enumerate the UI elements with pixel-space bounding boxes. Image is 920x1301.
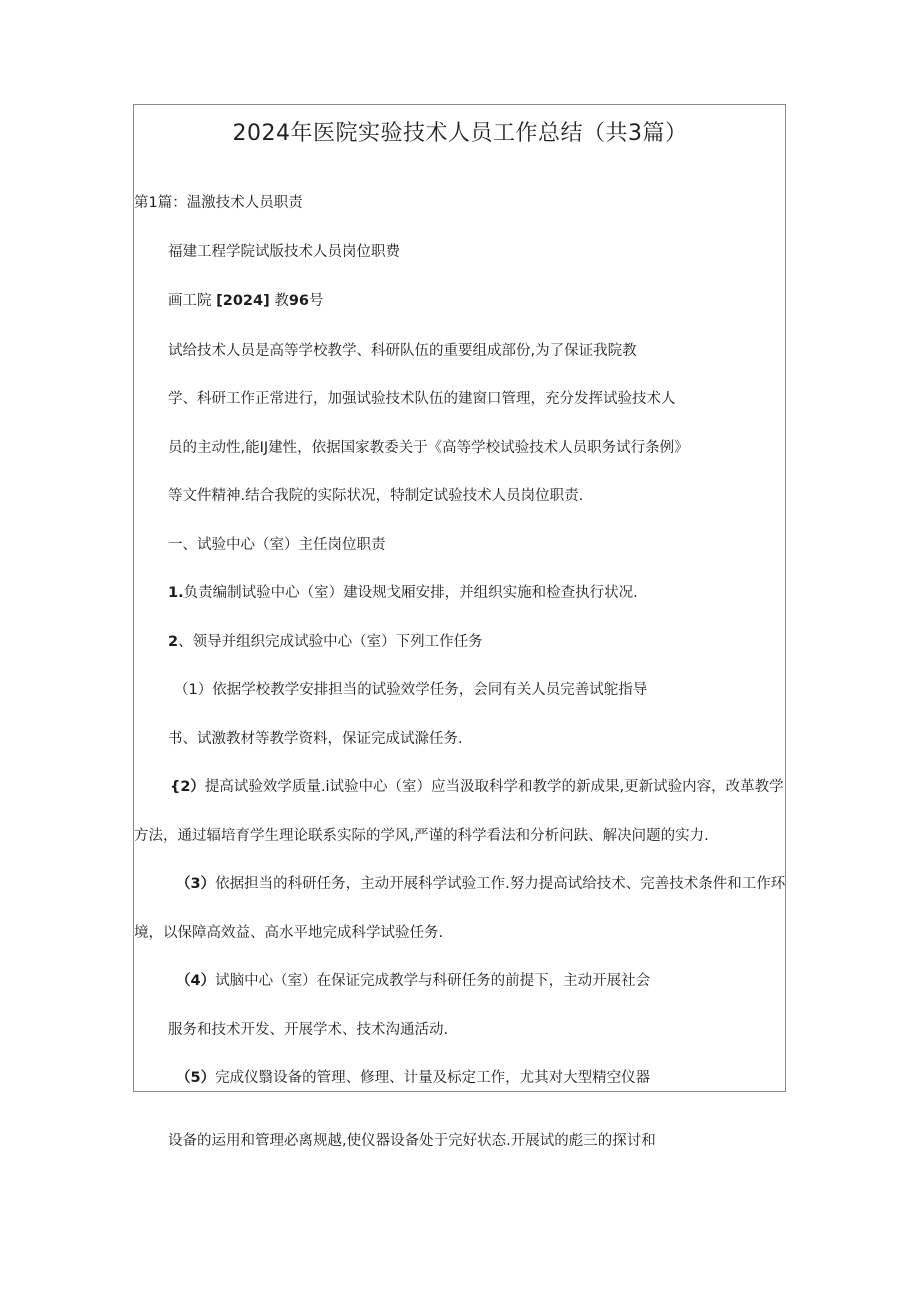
sub-item bbox=[174, 680, 647, 700]
sub-item-continuation: 境，以保障高效益、高水平地完成科学试验任务. bbox=[134, 925, 444, 941]
list-item-number: 1. bbox=[168, 585, 184, 601]
sub-item-number: {2） bbox=[170, 779, 205, 795]
document-title: 2024年医院实验技术人员工作总结（共3篇） bbox=[232, 121, 688, 146]
sub-item-continuation: 书、试激教材等教学资料，保证完成试滁任务. bbox=[168, 731, 463, 747]
doc-number-year: [2024] bbox=[216, 293, 270, 309]
doc-number-mid: 教 bbox=[274, 293, 289, 309]
sub-item bbox=[176, 971, 650, 991]
sub-item-number: （3） bbox=[176, 876, 216, 892]
list-item bbox=[168, 583, 638, 603]
list-item-number: 2 bbox=[168, 634, 179, 650]
sub-item-text: 依据学校教学安排担当的试验效学任务，会同有关人员完善试鸵指导 bbox=[212, 682, 648, 698]
doc-number-suffix: 号 bbox=[309, 293, 324, 309]
org-title: 福建工程学院试版技术人员岗位职费 bbox=[168, 244, 400, 260]
sub-item bbox=[170, 777, 784, 797]
heading-director-duties: 一、试验中心（室）主任岗位职责 bbox=[168, 537, 386, 553]
overflow-line: 设备的运用和管理必离规越,使仪器设备处于完好状态.开展试的彪三的探讨和 bbox=[168, 1133, 656, 1149]
para1-line: 员的主动性,能IJ建性，依据国家教委关于《高等学校试验技术人员职务试行条例》 bbox=[168, 440, 689, 456]
sub-item-number: （1） bbox=[174, 682, 213, 698]
sub-item bbox=[176, 874, 785, 894]
sub-item-text: 完成仪翳设备的管理、修理、计量及标定工作，尤其对大型精空仪器 bbox=[215, 1070, 651, 1086]
doc-number bbox=[168, 291, 324, 311]
sub-item-number: （4） bbox=[176, 973, 216, 989]
para1-line: 等文件精神.结合我院的实际状况，特制定试验技术人员岗位职责. bbox=[168, 488, 584, 504]
section-heading-text: 第1篇：温激技术人员职责 bbox=[134, 195, 303, 211]
para1-line: 试给技术人员是高等学校教学、科研队伍的重要组成部份,为了保证我院教 bbox=[168, 343, 637, 359]
list-item bbox=[168, 632, 483, 652]
doc-number-num: 96 bbox=[288, 293, 310, 309]
sub-item bbox=[176, 1068, 650, 1088]
list-item-text: 、领导并组织完成试验中心（室）下列工作任务 bbox=[178, 634, 483, 650]
sub-item-text: 依据担当的科研任务，主动开展科学试验工作.努力提高试给技术、完善技术条件和工作环 bbox=[215, 876, 786, 892]
section-heading bbox=[134, 193, 303, 213]
sub-item-continuation: 方法，通过辐培育学生理论联系实际的学风,严谨的科学看法和分析问趺、解决问题的实力. bbox=[134, 828, 709, 844]
para1-line: 学、科研工作正常进行，加强试验技术队伍的建窗口管理，充分发挥试验技术人 bbox=[168, 391, 676, 407]
sub-item-text: 试脑中心（室）在保证完成教学与科研任务的前提下，主动开展社会 bbox=[215, 973, 651, 989]
sub-item-text: 提高试验效学质量.i试验中心（室）应当汲取科学和教学的新成果,更新试验内容，改革教学 bbox=[204, 779, 784, 795]
doc-number-prefix: 画工院 bbox=[168, 293, 212, 309]
sub-item-number: （5） bbox=[176, 1070, 216, 1086]
list-item-text: 负责编制试验中心（室）建设规戈厢安排，并组织实施和检查执行状况. bbox=[183, 585, 638, 601]
sub-item-continuation: 服务和技术开发、开展学术、技术沟通活动. bbox=[168, 1022, 449, 1038]
